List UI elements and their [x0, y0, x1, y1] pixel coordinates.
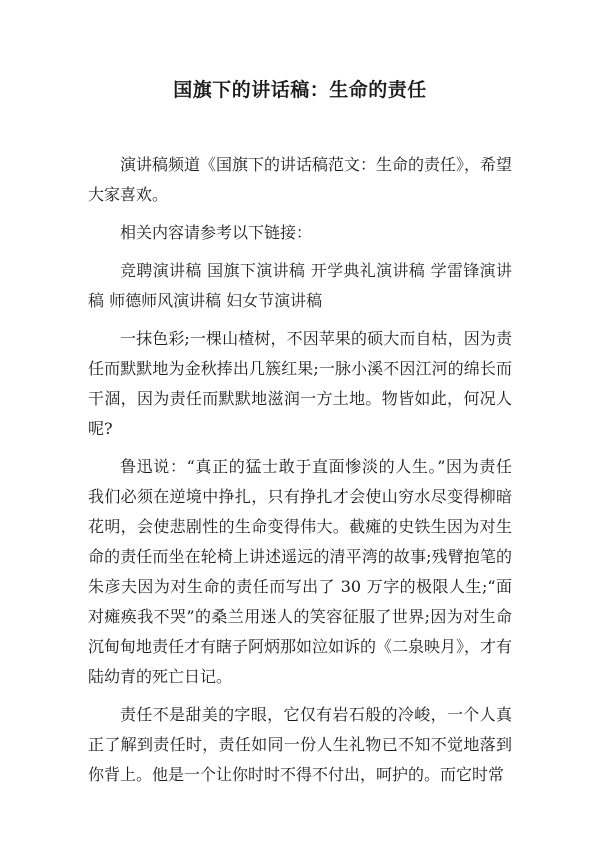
body-paragraph: 一抹色彩;一棵山楂树，不因苹果的硕大而自枯，因为责任而默默地为金秋捧出几簇红果;一脉小溪不因江河的绵长而干涸，因为责任而默默地滋润一方土地。物皆如此，何况人呢?	[88, 329, 512, 438]
related-links-list: 竞聘演讲稿 国旗下演讲稿 开学典礼演讲稿 学雷锋演讲稿 师德师风演讲稿 妇女节演讲稿	[88, 261, 512, 310]
related-links-label: 相关内容请参考以下链接：	[120, 223, 313, 242]
intro-paragraph: 演讲稿频道《国旗下的讲话稿范文：生命的责任》，希望大家喜欢。	[88, 155, 513, 204]
document-title: 国旗下的讲话稿：生命的责任	[173, 79, 427, 101]
body-paragraph: 责任不是甜美的字眼，它仅有岩石般的冷峻，一个人真正了解到责任时，责任如同一份人生礼物已不知不觉地落到你背上。他是一个让你时时不得不付出，呵护的。而它时常	[88, 705, 512, 784]
body-paragraph: 鲁迅说：“真正的猛士敢于直面惨淡的人生。”因为责任我们必须在逆境中挣扎，只有挣扎才会使山穷水尽变得柳暗花明，会使悲剧性的生命变得伟大。截瘫的史铁生因为对生命的责任而坐在轮椅上讲述遥远的清平湾的故事;残臂抱笔的朱彦夫因为对生命的责任而写出了 30 万字的极限人生;“面对瘫痪我不哭”的桑兰用迷人的笑容征服了世界;因为对生命沉甸甸地责任才有瞎子阿炳那如泣如诉的《二泉映月》，才有陆幼青的死亡日记。	[88, 457, 513, 686]
